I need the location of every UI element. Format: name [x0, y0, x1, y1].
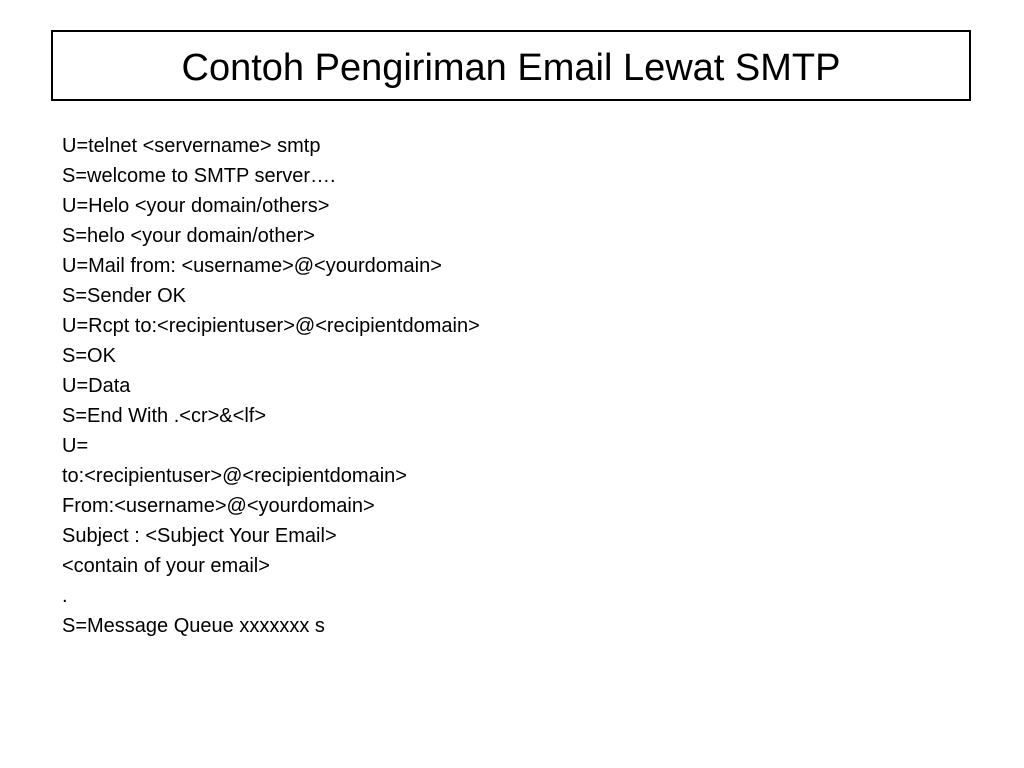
session-line: . — [62, 585, 68, 607]
session-line: S=welcome to SMTP server…. — [62, 165, 336, 187]
session-line: S=Message Queue xxxxxxx s — [62, 615, 325, 637]
session-line: U=Helo <your domain/others> — [62, 195, 330, 217]
session-line: S=helo <your domain/other> — [62, 225, 315, 247]
session-line: U=Rcpt to:<recipientuser>@<recipientdomain> — [62, 315, 480, 337]
session-line: <contain of your email> — [62, 555, 270, 577]
session-line: to:<recipientuser>@<recipientdomain> — [62, 465, 407, 487]
session-line: S=OK — [62, 345, 116, 367]
session-line: From:<username>@<yourdomain> — [62, 495, 375, 517]
session-line: U=telnet <servername> smtp — [62, 135, 321, 157]
slide-title: Contoh Pengiriman Email Lewat SMTP — [181, 46, 841, 89]
session-line: U=Mail from: <username>@<yourdomain> — [62, 255, 442, 277]
session-line: S=End With .<cr>&<lf> — [62, 405, 266, 427]
session-line: S=Sender OK — [62, 285, 186, 307]
session-line: U= — [62, 435, 89, 457]
title-box — [51, 30, 971, 101]
session-line: U=Data — [62, 375, 131, 397]
session-line: Subject : <Subject Your Email> — [62, 525, 337, 547]
smtp-session-lines — [62, 131, 480, 641]
